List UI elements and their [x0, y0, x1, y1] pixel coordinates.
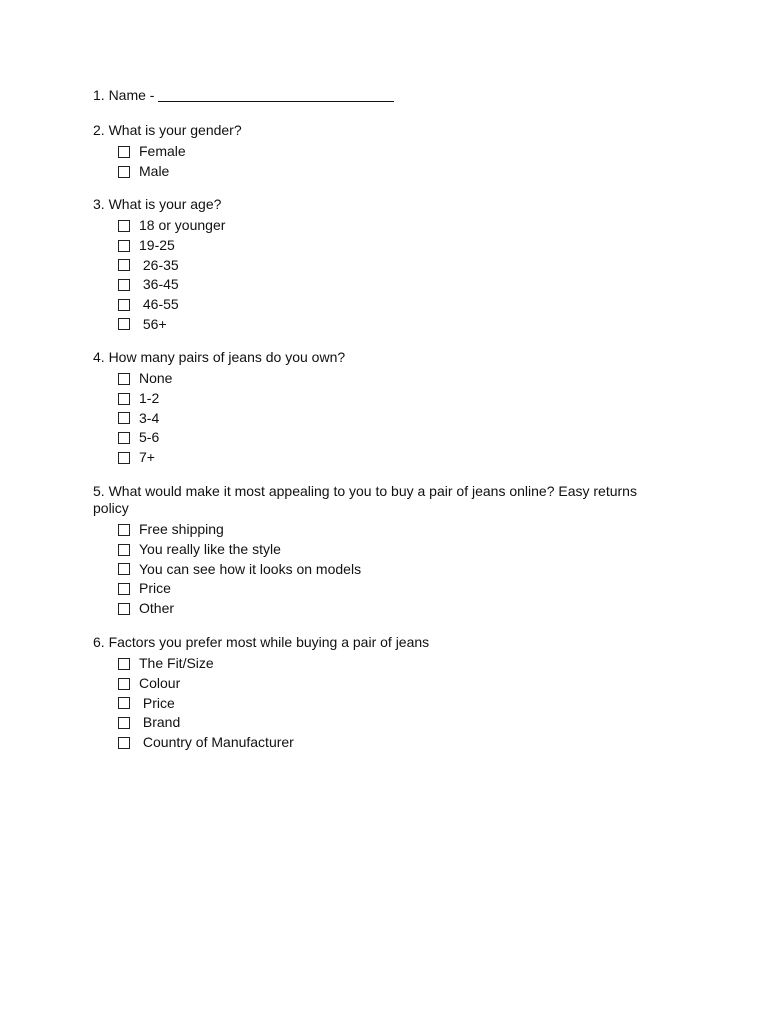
option-1-2[interactable]	[118, 389, 663, 409]
checkbox[interactable]	[118, 563, 130, 575]
option-see-on-models[interactable]	[118, 559, 663, 579]
age-question	[93, 196, 663, 334]
option-like-style[interactable]	[118, 540, 663, 560]
option-label: Price	[139, 694, 175, 711]
checkbox[interactable]	[118, 452, 130, 464]
option-male[interactable]	[118, 162, 663, 182]
option-age-56-plus[interactable]	[118, 314, 663, 334]
option-price[interactable]	[118, 579, 663, 599]
option-label: 46-55	[139, 296, 179, 313]
option-other[interactable]	[118, 599, 663, 619]
option-label: Female	[139, 143, 186, 160]
checkbox[interactable]	[118, 299, 130, 311]
checkbox[interactable]	[118, 412, 130, 424]
checkbox[interactable]	[118, 279, 130, 291]
checkbox[interactable]	[118, 318, 130, 330]
question-text: 6. Factors you prefer most while buying a pair of jeans	[93, 634, 430, 650]
option-label: Other	[139, 600, 175, 617]
question-text: 3. What is your age?	[93, 196, 222, 212]
option-age-26-35[interactable]	[118, 255, 663, 275]
option-label: 7+	[139, 449, 155, 466]
checkbox[interactable]	[118, 259, 130, 271]
jeans-count-question	[93, 349, 663, 467]
option-label: Colour	[139, 675, 181, 692]
option-age-36-45[interactable]	[118, 275, 663, 295]
option-3-4[interactable]	[118, 408, 663, 428]
name-question	[93, 87, 394, 104]
name-label: 1. Name -	[93, 87, 155, 103]
options-list	[118, 369, 663, 467]
options-list	[118, 520, 663, 618]
checkbox[interactable]	[118, 583, 130, 595]
buying-factors-question	[93, 634, 663, 752]
checkbox[interactable]	[118, 737, 130, 749]
checkbox[interactable]	[118, 146, 130, 158]
option-label: Brand	[139, 714, 181, 731]
option-label: Country of Manufacturer	[139, 734, 294, 751]
option-fit-size[interactable]	[118, 654, 663, 674]
options-list	[118, 142, 663, 181]
options-list	[118, 216, 663, 334]
option-factor-price[interactable]	[118, 693, 663, 713]
option-label: Price	[139, 580, 171, 597]
checkbox[interactable]	[118, 432, 130, 444]
checkbox[interactable]	[118, 658, 130, 670]
option-label: 26-35	[139, 256, 179, 273]
option-label: 19-25	[139, 237, 175, 254]
name-field[interactable]	[158, 87, 394, 102]
checkbox[interactable]	[118, 717, 130, 729]
checkbox[interactable]	[118, 603, 130, 615]
option-label: Male	[139, 163, 170, 180]
question-text: 4. How many pairs of jeans do you own?	[93, 349, 346, 365]
option-label: Free shipping	[139, 521, 224, 538]
checkbox[interactable]	[118, 166, 130, 178]
option-age-46-55[interactable]	[118, 295, 663, 315]
option-label: The Fit/Size	[139, 655, 214, 672]
checkbox[interactable]	[118, 373, 130, 385]
option-label: None	[139, 370, 173, 387]
checkbox[interactable]	[118, 393, 130, 405]
option-female[interactable]	[118, 142, 663, 162]
question-text: 2. What is your gender?	[93, 122, 242, 138]
checkbox[interactable]	[118, 240, 130, 252]
option-free-shipping[interactable]	[118, 520, 663, 540]
option-label: You can see how it looks on models	[139, 560, 362, 577]
option-age-19-25[interactable]	[118, 236, 663, 256]
option-label: 18 or younger	[139, 217, 226, 234]
option-colour[interactable]	[118, 674, 663, 694]
checkbox[interactable]	[118, 220, 130, 232]
gender-question	[93, 122, 663, 181]
checkbox[interactable]	[118, 697, 130, 709]
checkbox[interactable]	[118, 544, 130, 556]
option-label: 1-2	[139, 390, 160, 407]
checkbox[interactable]	[118, 678, 130, 690]
online-appeal-question	[93, 483, 663, 618]
option-label: You really like the style	[139, 541, 281, 558]
option-label: 5-6	[139, 429, 160, 446]
options-list	[118, 654, 663, 752]
option-label: 3-4	[139, 409, 160, 426]
option-none[interactable]	[118, 369, 663, 389]
option-country-of-manufacturer[interactable]	[118, 733, 663, 753]
option-age-18-or-younger[interactable]	[118, 216, 663, 236]
option-label: 36-45	[139, 276, 179, 293]
option-label: 56+	[139, 315, 167, 332]
option-7-plus[interactable]	[118, 448, 663, 468]
checkbox[interactable]	[118, 524, 130, 536]
option-5-6[interactable]	[118, 428, 663, 448]
question-text: 5. What would make it most appealing to you to buy a pair of jeans online? Easy returns policy	[93, 483, 641, 516]
option-brand[interactable]	[118, 713, 663, 733]
